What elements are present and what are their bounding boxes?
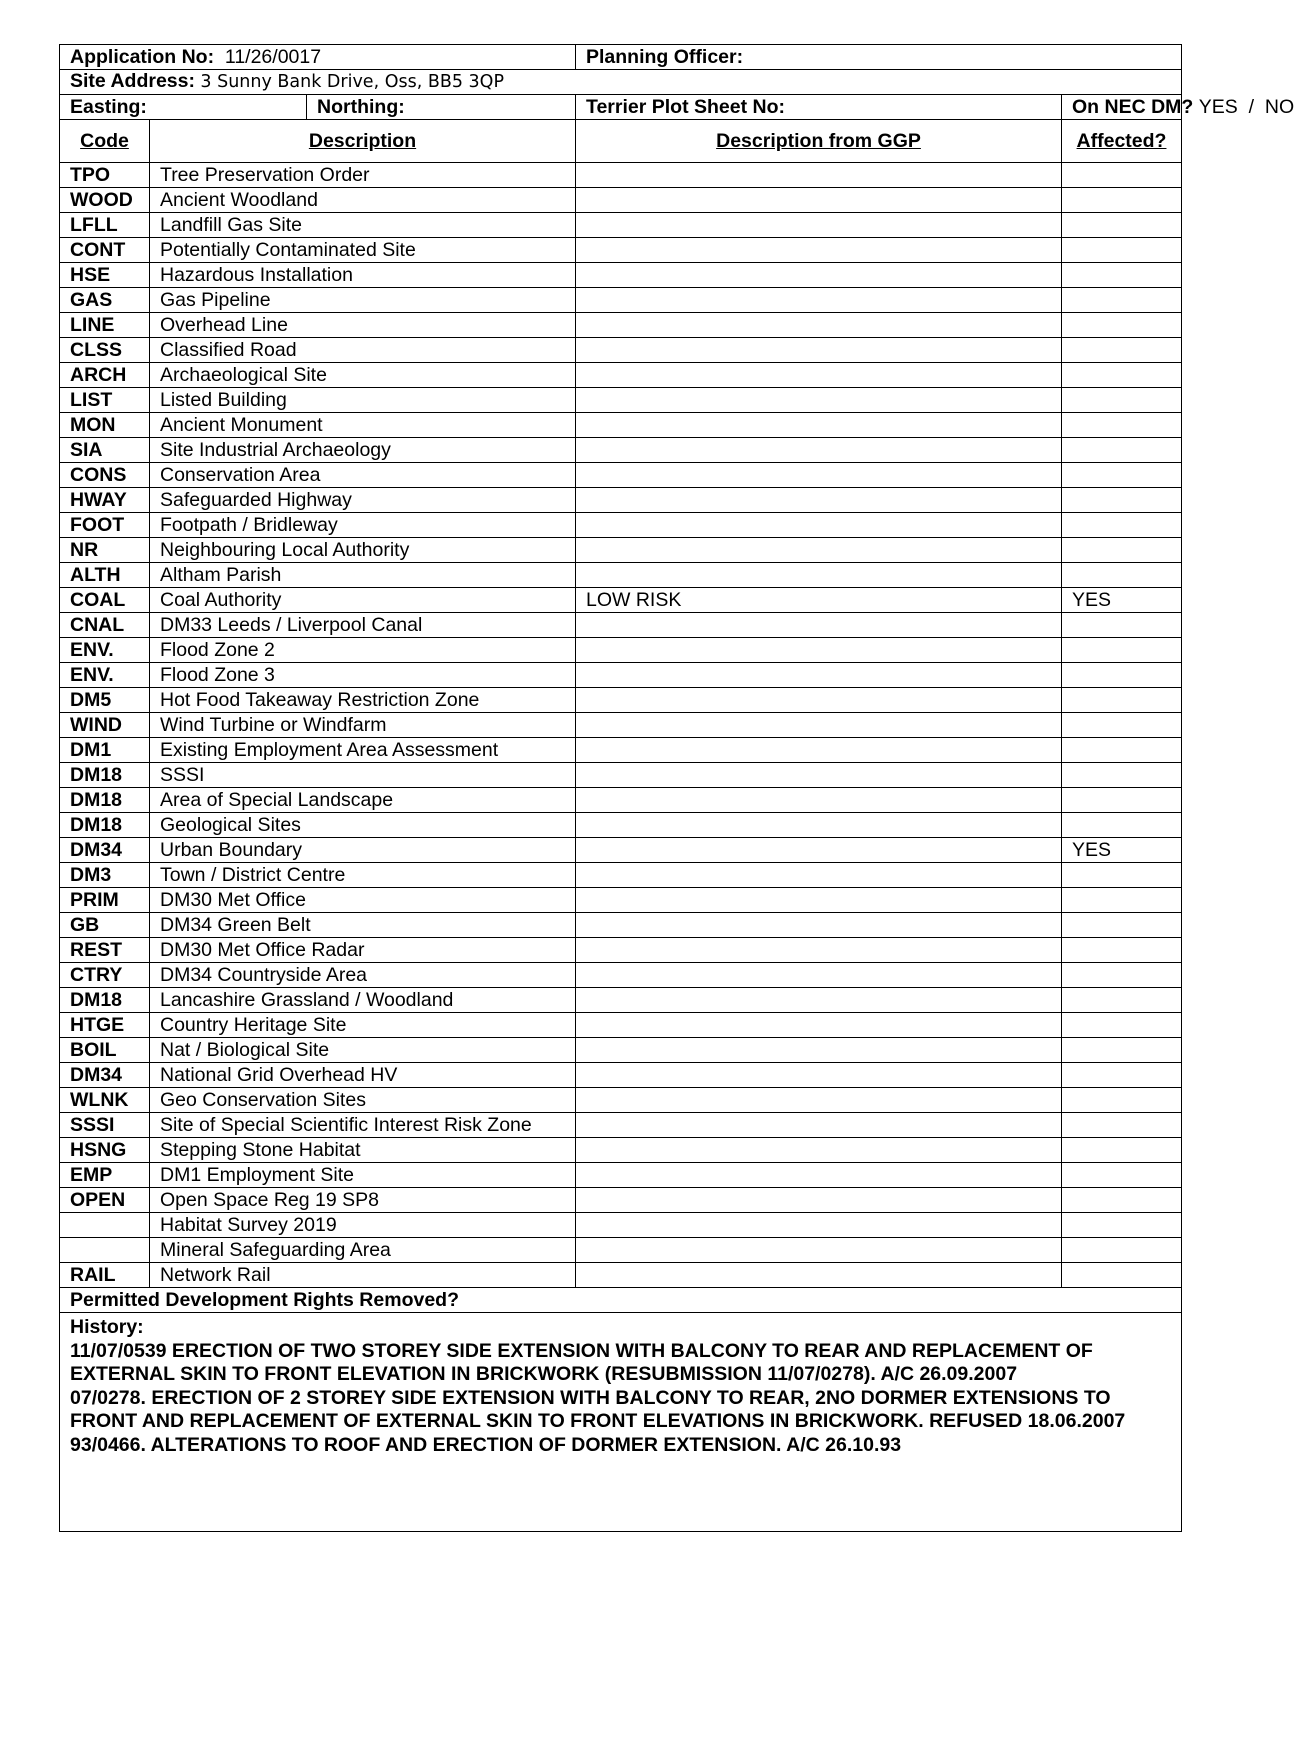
row-code: DM18 bbox=[60, 813, 150, 838]
row-description: Network Rail bbox=[150, 1263, 576, 1288]
row-description: DM30 Met Office bbox=[150, 888, 576, 913]
row-ggp-description bbox=[576, 463, 1062, 488]
row-code: NR bbox=[60, 538, 150, 563]
row-code: HTGE bbox=[60, 1013, 150, 1038]
row-affected bbox=[1062, 788, 1182, 813]
row-code: DM5 bbox=[60, 688, 150, 713]
table-row bbox=[60, 1213, 1182, 1238]
site-address-cell bbox=[60, 70, 1182, 95]
table-row bbox=[60, 738, 1182, 763]
table-row bbox=[60, 963, 1182, 988]
table-row bbox=[60, 713, 1182, 738]
row-description: Geo Conservation Sites bbox=[150, 1088, 576, 1113]
row-code: OPEN bbox=[60, 1188, 150, 1213]
row-description: Gas Pipeline bbox=[150, 288, 576, 313]
row-description: Habitat Survey 2019 bbox=[150, 1213, 576, 1238]
row-ggp-description bbox=[576, 763, 1062, 788]
row-affected bbox=[1062, 663, 1182, 688]
row-ggp-description bbox=[576, 1213, 1062, 1238]
row-description: Ancient Woodland bbox=[150, 188, 576, 213]
row-ggp-description bbox=[576, 188, 1062, 213]
row-description: Potentially Contaminated Site bbox=[150, 238, 576, 263]
row-description: Area of Special Landscape bbox=[150, 788, 576, 813]
row-code: DM18 bbox=[60, 988, 150, 1013]
row-affected bbox=[1062, 1213, 1182, 1238]
row-affected: YES bbox=[1062, 588, 1182, 613]
northing-label: Northing: bbox=[307, 95, 576, 120]
application-no-cell bbox=[60, 45, 576, 70]
row-description: Overhead Line bbox=[150, 313, 576, 338]
row-code: CONT bbox=[60, 238, 150, 263]
row-code: DM34 bbox=[60, 1063, 150, 1088]
row-code: DM18 bbox=[60, 763, 150, 788]
row-description: Mineral Safeguarding Area bbox=[150, 1238, 576, 1263]
pd-rights-label: Permitted Development Rights Removed? bbox=[60, 1288, 1182, 1313]
row-code: SSSI bbox=[60, 1113, 150, 1138]
row-code: COAL bbox=[60, 588, 150, 613]
row-code: DM18 bbox=[60, 788, 150, 813]
row-ggp-description bbox=[576, 913, 1062, 938]
table-row bbox=[60, 938, 1182, 963]
row-code: WOOD bbox=[60, 188, 150, 213]
table-row bbox=[60, 463, 1182, 488]
row-description: Neighbouring Local Authority bbox=[150, 538, 576, 563]
row-ggp-description bbox=[576, 263, 1062, 288]
row-affected bbox=[1062, 863, 1182, 888]
row-affected bbox=[1062, 763, 1182, 788]
table-row bbox=[60, 1063, 1182, 1088]
row-description: Listed Building bbox=[150, 388, 576, 413]
history-entry: 93/0466. ALTERATIONS TO ROOF AND ERECTION OF DORMER EXTENSION. A/C 26.10.93 bbox=[70, 1433, 902, 1456]
table-row bbox=[60, 538, 1182, 563]
row-affected bbox=[1062, 913, 1182, 938]
site-address-value: 3 Sunny Bank Drive, Oss, BB5 3QP bbox=[200, 72, 505, 92]
row-affected bbox=[1062, 1163, 1182, 1188]
table-row bbox=[60, 188, 1182, 213]
row-code: SIA bbox=[60, 438, 150, 463]
row-ggp-description bbox=[576, 1063, 1062, 1088]
table-row bbox=[60, 1013, 1182, 1038]
row-description: Urban Boundary bbox=[150, 838, 576, 863]
table-row bbox=[60, 313, 1182, 338]
pd-rights-row bbox=[60, 1288, 1182, 1313]
row-ggp-description bbox=[576, 413, 1062, 438]
row-affected bbox=[1062, 938, 1182, 963]
row-affected bbox=[1062, 363, 1182, 388]
row-ggp-description bbox=[576, 363, 1062, 388]
history-label: History: bbox=[70, 1316, 144, 1338]
column-header-row bbox=[60, 120, 1182, 163]
row-ggp-description bbox=[576, 563, 1062, 588]
row-affected bbox=[1062, 263, 1182, 288]
site-address-row bbox=[60, 70, 1182, 95]
row-ggp-description bbox=[576, 1088, 1062, 1113]
row-code: CLSS bbox=[60, 338, 150, 363]
row-code: LINE bbox=[60, 313, 150, 338]
nec-dm-label: On NEC DM? bbox=[1072, 95, 1194, 118]
table-row bbox=[60, 388, 1182, 413]
row-code: CONS bbox=[60, 463, 150, 488]
row-ggp-description bbox=[576, 488, 1062, 513]
history-row bbox=[60, 1313, 1182, 1532]
row-ggp-description bbox=[576, 863, 1062, 888]
row-affected bbox=[1062, 1263, 1182, 1288]
row-description: Open Space Reg 19 SP8 bbox=[150, 1188, 576, 1213]
application-no-label: Application No: bbox=[70, 45, 215, 68]
row-ggp-description bbox=[576, 1163, 1062, 1188]
constraints-table bbox=[59, 44, 1294, 1532]
row-ggp-description bbox=[576, 738, 1062, 763]
row-affected bbox=[1062, 638, 1182, 663]
row-code bbox=[60, 1213, 150, 1238]
row-ggp-description bbox=[576, 513, 1062, 538]
row-affected bbox=[1062, 613, 1182, 638]
row-affected: YES bbox=[1062, 838, 1182, 863]
row-code: ARCH bbox=[60, 363, 150, 388]
row-code: LIST bbox=[60, 388, 150, 413]
row-affected bbox=[1062, 1038, 1182, 1063]
site-address-label: Site Address: bbox=[70, 70, 195, 92]
table-row bbox=[60, 338, 1182, 363]
nec-dm-options: YES / NO bbox=[1198, 95, 1294, 118]
row-code: BOIL bbox=[60, 1038, 150, 1063]
row-description: Site of Special Scientific Interest Risk Zone bbox=[150, 1113, 576, 1138]
table-row bbox=[60, 1088, 1182, 1113]
row-affected bbox=[1062, 463, 1182, 488]
row-code: TPO bbox=[60, 163, 150, 188]
row-code: DM34 bbox=[60, 838, 150, 863]
row-affected bbox=[1062, 413, 1182, 438]
row-description: Landfill Gas Site bbox=[150, 213, 576, 238]
column-header-description: Description bbox=[150, 120, 576, 163]
column-header-ggp: Description from GGP bbox=[576, 120, 1062, 163]
row-ggp-description: LOW RISK bbox=[576, 588, 1062, 613]
table-row bbox=[60, 913, 1182, 938]
row-description: Coal Authority bbox=[150, 588, 576, 613]
row-affected bbox=[1062, 813, 1182, 838]
row-description: DM33 Leeds / Liverpool Canal bbox=[150, 613, 576, 638]
table-row bbox=[60, 1263, 1182, 1288]
row-affected bbox=[1062, 1138, 1182, 1163]
row-affected bbox=[1062, 163, 1182, 188]
row-ggp-description bbox=[576, 338, 1062, 363]
row-code: DM1 bbox=[60, 738, 150, 763]
row-description: Lancashire Grassland / Woodland bbox=[150, 988, 576, 1013]
row-description: Geological Sites bbox=[150, 813, 576, 838]
row-ggp-description bbox=[576, 813, 1062, 838]
table-row bbox=[60, 813, 1182, 838]
row-affected bbox=[1062, 963, 1182, 988]
nec-dm-cell bbox=[1062, 95, 1294, 120]
table-row bbox=[60, 488, 1182, 513]
row-code: CTRY bbox=[60, 963, 150, 988]
row-ggp-description bbox=[576, 1188, 1062, 1213]
row-code: ALTH bbox=[60, 563, 150, 588]
row-affected bbox=[1062, 1013, 1182, 1038]
table-row bbox=[60, 213, 1182, 238]
table-row bbox=[60, 788, 1182, 813]
row-description: Hot Food Takeaway Restriction Zone bbox=[150, 688, 576, 713]
row-description: Hazardous Installation bbox=[150, 263, 576, 288]
row-description: National Grid Overhead HV bbox=[150, 1063, 576, 1088]
row-code bbox=[60, 1238, 150, 1263]
row-ggp-description bbox=[576, 438, 1062, 463]
table-row bbox=[60, 438, 1182, 463]
row-code: HSE bbox=[60, 263, 150, 288]
row-affected bbox=[1062, 738, 1182, 763]
row-description: Classified Road bbox=[150, 338, 576, 363]
row-code: WLNK bbox=[60, 1088, 150, 1113]
row-affected bbox=[1062, 288, 1182, 313]
row-description: Safeguarded Highway bbox=[150, 488, 576, 513]
row-ggp-description bbox=[576, 538, 1062, 563]
row-code: HWAY bbox=[60, 488, 150, 513]
row-code: ENV. bbox=[60, 638, 150, 663]
planning-officer-label: Planning Officer: bbox=[586, 45, 744, 68]
column-header-affected: Affected? bbox=[1062, 120, 1182, 163]
row-description: Nat / Biological Site bbox=[150, 1038, 576, 1063]
table-row bbox=[60, 763, 1182, 788]
row-description: DM1 Employment Site bbox=[150, 1163, 576, 1188]
table-row bbox=[60, 563, 1182, 588]
row-affected bbox=[1062, 1238, 1182, 1263]
row-code: DM3 bbox=[60, 863, 150, 888]
row-description: DM30 Met Office Radar bbox=[150, 938, 576, 963]
grid-reference-row bbox=[60, 95, 1182, 120]
row-ggp-description bbox=[576, 388, 1062, 413]
row-code: MON bbox=[60, 413, 150, 438]
row-affected bbox=[1062, 438, 1182, 463]
row-affected bbox=[1062, 513, 1182, 538]
row-code: FOOT bbox=[60, 513, 150, 538]
row-description: Ancient Monument bbox=[150, 413, 576, 438]
table-row bbox=[60, 1113, 1182, 1138]
easting-label: Easting: bbox=[60, 95, 307, 120]
row-ggp-description bbox=[576, 1238, 1062, 1263]
row-ggp-description bbox=[576, 163, 1062, 188]
row-description: SSSI bbox=[150, 763, 576, 788]
row-code: RAIL bbox=[60, 1263, 150, 1288]
table-row bbox=[60, 513, 1182, 538]
row-description: DM34 Countryside Area bbox=[150, 963, 576, 988]
row-ggp-description bbox=[576, 838, 1062, 863]
table-row bbox=[60, 413, 1182, 438]
table-row bbox=[60, 613, 1182, 638]
row-description: Stepping Stone Habitat bbox=[150, 1138, 576, 1163]
row-ggp-description bbox=[576, 988, 1062, 1013]
row-affected bbox=[1062, 563, 1182, 588]
row-description: Site Industrial Archaeology bbox=[150, 438, 576, 463]
table-row bbox=[60, 1188, 1182, 1213]
row-ggp-description bbox=[576, 1013, 1062, 1038]
table-row bbox=[60, 1238, 1182, 1263]
history-cell bbox=[60, 1313, 1182, 1532]
table-row bbox=[60, 588, 1182, 613]
row-code: EMP bbox=[60, 1163, 150, 1188]
row-ggp-description bbox=[576, 313, 1062, 338]
row-affected bbox=[1062, 313, 1182, 338]
row-description: Tree Preservation Order bbox=[150, 163, 576, 188]
row-ggp-description bbox=[576, 1038, 1062, 1063]
history-entry: 11/07/0539 ERECTION OF TWO STOREY SIDE EXTENSION WITH BALCONY TO REAR AND REPLACEMENT OF EXTERNAL SKIN TO FRONT ELEVATION IN BRICKWORK (RESUBMISSION 11/07/0278). A/C 26.09.2007 bbox=[70, 1339, 1093, 1385]
row-description: Existing Employment Area Assessment bbox=[150, 738, 576, 763]
row-ggp-description bbox=[576, 713, 1062, 738]
table-row bbox=[60, 288, 1182, 313]
row-affected bbox=[1062, 538, 1182, 563]
row-ggp-description bbox=[576, 213, 1062, 238]
history-entry: 07/0278. ERECTION OF 2 STOREY SIDE EXTENSION WITH BALCONY TO REAR, 2NO DORMER EXTENSIONS TO FRONT AND REPLACEMENT OF EXTERNAL SKIN TO FRONT ELEVATIONS IN BRICKWORK. REFUSED 18.06.2007 bbox=[70, 1386, 1126, 1432]
row-affected bbox=[1062, 888, 1182, 913]
table-row bbox=[60, 1138, 1182, 1163]
row-affected bbox=[1062, 988, 1182, 1013]
row-code: WIND bbox=[60, 713, 150, 738]
row-affected bbox=[1062, 188, 1182, 213]
row-affected bbox=[1062, 688, 1182, 713]
table-row bbox=[60, 238, 1182, 263]
row-affected bbox=[1062, 1063, 1182, 1088]
row-ggp-description bbox=[576, 963, 1062, 988]
row-ggp-description bbox=[576, 638, 1062, 663]
row-code: GB bbox=[60, 913, 150, 938]
row-code: PRIM bbox=[60, 888, 150, 913]
row-affected bbox=[1062, 1113, 1182, 1138]
table-row bbox=[60, 988, 1182, 1013]
table-row bbox=[60, 363, 1182, 388]
row-affected bbox=[1062, 213, 1182, 238]
row-description: Conservation Area bbox=[150, 463, 576, 488]
row-code: HSNG bbox=[60, 1138, 150, 1163]
planning-officer-cell bbox=[576, 45, 1182, 70]
row-description: Wind Turbine or Windfarm bbox=[150, 713, 576, 738]
row-code: GAS bbox=[60, 288, 150, 313]
table-row bbox=[60, 688, 1182, 713]
row-code: CNAL bbox=[60, 613, 150, 638]
table-row bbox=[60, 663, 1182, 688]
table-row bbox=[60, 163, 1182, 188]
row-description: Archaeological Site bbox=[150, 363, 576, 388]
table-row bbox=[60, 863, 1182, 888]
row-description: Country Heritage Site bbox=[150, 1013, 576, 1038]
row-code: ENV. bbox=[60, 663, 150, 688]
row-affected bbox=[1062, 488, 1182, 513]
row-affected bbox=[1062, 338, 1182, 363]
row-ggp-description bbox=[576, 1113, 1062, 1138]
row-description: Footpath / Bridleway bbox=[150, 513, 576, 538]
table-row bbox=[60, 838, 1182, 863]
row-ggp-description bbox=[576, 688, 1062, 713]
row-ggp-description bbox=[576, 238, 1062, 263]
column-header-code: Code bbox=[60, 120, 150, 163]
table-row bbox=[60, 888, 1182, 913]
row-description: Flood Zone 2 bbox=[150, 638, 576, 663]
row-ggp-description bbox=[576, 663, 1062, 688]
row-description: Altham Parish bbox=[150, 563, 576, 588]
row-affected bbox=[1062, 388, 1182, 413]
row-code: REST bbox=[60, 938, 150, 963]
application-no-value: 11/26/0017 bbox=[224, 45, 322, 68]
row-affected bbox=[1062, 1188, 1182, 1213]
row-ggp-description bbox=[576, 788, 1062, 813]
row-ggp-description bbox=[576, 938, 1062, 963]
row-description: Flood Zone 3 bbox=[150, 663, 576, 688]
row-ggp-description bbox=[576, 288, 1062, 313]
row-ggp-description bbox=[576, 1138, 1062, 1163]
application-row bbox=[60, 45, 1182, 70]
table-row bbox=[60, 1038, 1182, 1063]
row-code: LFLL bbox=[60, 213, 150, 238]
row-ggp-description bbox=[576, 1263, 1062, 1288]
row-affected bbox=[1062, 1088, 1182, 1113]
table-row bbox=[60, 1163, 1182, 1188]
planning-constraints-form bbox=[59, 44, 1294, 1532]
row-description: DM34 Green Belt bbox=[150, 913, 576, 938]
row-affected bbox=[1062, 238, 1182, 263]
table-row bbox=[60, 638, 1182, 663]
row-ggp-description bbox=[576, 888, 1062, 913]
row-description: Town / District Centre bbox=[150, 863, 576, 888]
table-row bbox=[60, 263, 1182, 288]
row-ggp-description bbox=[576, 613, 1062, 638]
terrier-plot-label: Terrier Plot Sheet No: bbox=[576, 95, 1062, 120]
row-affected bbox=[1062, 713, 1182, 738]
